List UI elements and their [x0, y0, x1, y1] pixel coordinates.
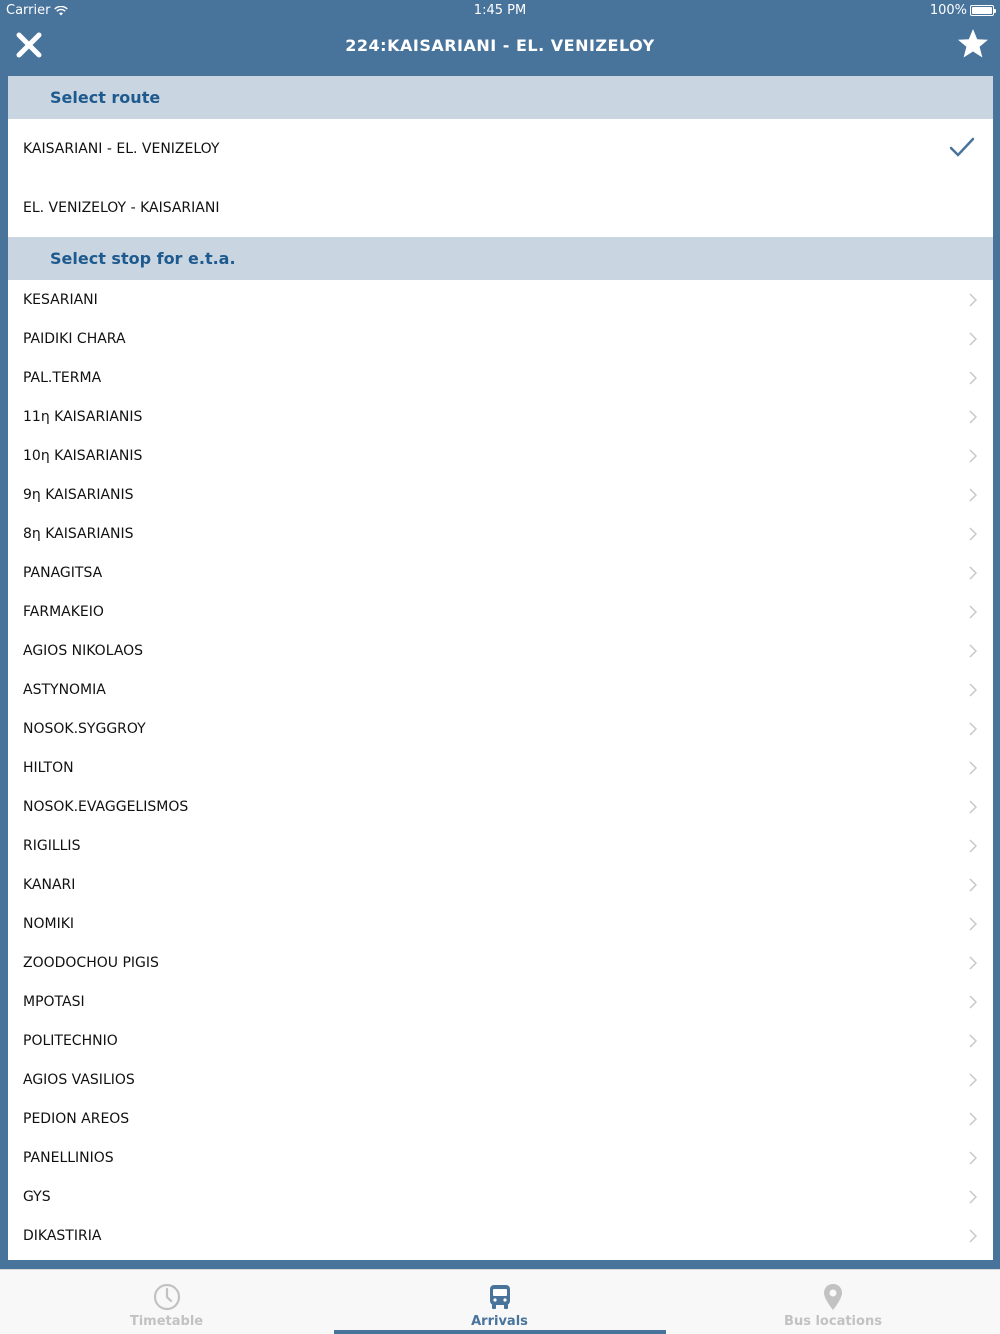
route-option[interactable] — [8, 119, 993, 178]
chevron-right-icon — [969, 1151, 977, 1165]
stop-name: AGIOS NIKOLAOS — [23, 642, 144, 659]
stop-list-item[interactable] — [8, 1021, 993, 1060]
stop-list-item[interactable] — [8, 1177, 993, 1216]
stop-list-item[interactable] — [8, 1060, 993, 1099]
stop-name: 10η KAISARIANIS — [23, 447, 143, 464]
stop-list-item[interactable] — [8, 670, 993, 709]
stop-name: PEDION AREOS — [23, 1110, 130, 1127]
chevron-right-icon — [969, 722, 977, 736]
main-content — [8, 76, 993, 1260]
chevron-right-icon — [969, 878, 977, 892]
stop-list-item[interactable] — [8, 631, 993, 670]
stop-name: KESARIANI — [23, 291, 98, 308]
stop-name: POLITECHNIO — [23, 1032, 118, 1049]
chevron-right-icon — [969, 800, 977, 814]
chevron-right-icon — [969, 488, 977, 502]
chevron-right-icon — [969, 1034, 977, 1048]
stop-name: RIGILLIS — [23, 837, 81, 854]
stop-name: AGIOS VASILIOS — [23, 1071, 135, 1088]
battery-label: 100% — [929, 3, 967, 18]
stop-name: MPOTASI — [23, 993, 85, 1010]
stop-list-item[interactable] — [8, 397, 993, 436]
chevron-right-icon — [969, 683, 977, 697]
stop-section-header — [8, 237, 993, 280]
stop-list-item[interactable] — [8, 553, 993, 592]
stop-list-item[interactable] — [8, 358, 993, 397]
stop-name: 11η KAISARIANIS — [23, 408, 143, 425]
battery-icon — [970, 5, 994, 16]
page-title: 224:KAISARIANI - EL. VENIZELOY — [345, 36, 655, 55]
stop-list-item[interactable] — [8, 475, 993, 514]
route-section-header — [8, 76, 993, 119]
chevron-right-icon — [969, 644, 977, 658]
stop-name: GYS — [23, 1188, 51, 1205]
tab-timetable[interactable] — [0, 1270, 333, 1334]
stop-name: KANARI — [23, 876, 76, 893]
chevron-right-icon — [969, 371, 977, 385]
favorite-button[interactable] — [956, 27, 990, 61]
stop-name: ZOODOCHOU PIGIS — [23, 954, 159, 971]
stop-list-item[interactable] — [8, 514, 993, 553]
stop-list-item[interactable] — [8, 982, 993, 1021]
chevron-right-icon — [969, 410, 977, 424]
location-pin-icon — [818, 1282, 848, 1312]
stop-name: NOSOK.EVAGGELISMOS — [23, 798, 189, 815]
chevron-right-icon — [969, 293, 977, 307]
bus-icon — [485, 1282, 515, 1312]
stop-list-item[interactable] — [8, 280, 993, 319]
stop-list-item[interactable] — [8, 436, 993, 475]
stop-list — [8, 280, 993, 1255]
chevron-right-icon — [969, 605, 977, 619]
stop-list-item[interactable] — [8, 592, 993, 631]
chevron-right-icon — [969, 332, 977, 346]
chevron-right-icon — [969, 917, 977, 931]
stop-list-item[interactable] — [8, 787, 993, 826]
stop-name: HILTON — [23, 759, 74, 776]
stop-section-title: Select stop for e.t.a. — [50, 249, 236, 268]
stop-name: 9η KAISARIANIS — [23, 486, 134, 503]
status-bar — [0, 0, 1000, 22]
chevron-right-icon — [969, 566, 977, 580]
chevron-right-icon — [969, 1190, 977, 1204]
chevron-right-icon — [969, 1229, 977, 1243]
active-tab-indicator — [334, 1330, 666, 1334]
stop-list-item[interactable] — [8, 709, 993, 748]
chevron-right-icon — [969, 839, 977, 853]
stop-name: FARMAKEIO — [23, 603, 104, 620]
stop-list-item[interactable] — [8, 1138, 993, 1177]
chevron-right-icon — [969, 761, 977, 775]
stop-name: PANELLINIOS — [23, 1149, 114, 1166]
chevron-right-icon — [969, 1112, 977, 1126]
chevron-right-icon — [969, 995, 977, 1009]
clock-icon — [152, 1282, 182, 1312]
tab-arrivals[interactable] — [333, 1270, 666, 1334]
stop-list-item[interactable] — [8, 865, 993, 904]
stop-list-item[interactable] — [8, 943, 993, 982]
route-option-label: EL. VENIZELOY - KAISARIANI — [23, 199, 220, 216]
route-option-label: KAISARIANI - EL. VENIZELOY — [23, 140, 220, 157]
stop-list-item[interactable] — [8, 1216, 993, 1255]
route-section-title: Select route — [50, 88, 161, 107]
stop-name: DIKASTIRIA — [23, 1227, 102, 1244]
chevron-right-icon — [969, 449, 977, 463]
tab-bar — [0, 1269, 1000, 1334]
navigation-bar — [0, 22, 1000, 68]
route-list — [8, 119, 993, 237]
stop-list-item[interactable] — [8, 904, 993, 943]
stop-name: PAIDIKI CHARA — [23, 330, 126, 347]
checkmark-icon — [949, 136, 975, 160]
stop-name: NOMIKI — [23, 915, 75, 932]
carrier-label: Carrier — [6, 3, 51, 18]
chevron-right-icon — [969, 527, 977, 541]
tab-bus-locations[interactable] — [666, 1270, 1000, 1334]
stop-list-item[interactable] — [8, 1099, 993, 1138]
tab-timetable-label: Timetable — [129, 1314, 204, 1329]
star-icon — [956, 27, 990, 61]
close-icon — [14, 30, 44, 60]
battery-indicator — [930, 3, 994, 18]
battery-fill — [972, 7, 992, 14]
tab-bus-locations-label: Bus locations — [784, 1314, 882, 1329]
chevron-right-icon — [969, 956, 977, 970]
tab-arrivals-label: Arrivals — [471, 1314, 528, 1329]
stop-name: ASTYNOMIA — [23, 681, 106, 698]
stop-list-item[interactable] — [8, 826, 993, 865]
stop-list-item[interactable] — [8, 748, 993, 787]
route-option[interactable] — [8, 178, 993, 237]
status-time: 1:45 PM — [473, 3, 527, 18]
close-button[interactable] — [14, 30, 44, 60]
stop-name: PANAGITSA — [23, 564, 103, 581]
chevron-right-icon — [969, 1073, 977, 1087]
stop-name: PAL.TERMA — [23, 369, 102, 386]
stop-name: 8η KAISARIANIS — [23, 525, 134, 542]
stop-list-item[interactable] — [8, 319, 993, 358]
stop-name: NOSOK.SYGGROY — [23, 720, 146, 737]
